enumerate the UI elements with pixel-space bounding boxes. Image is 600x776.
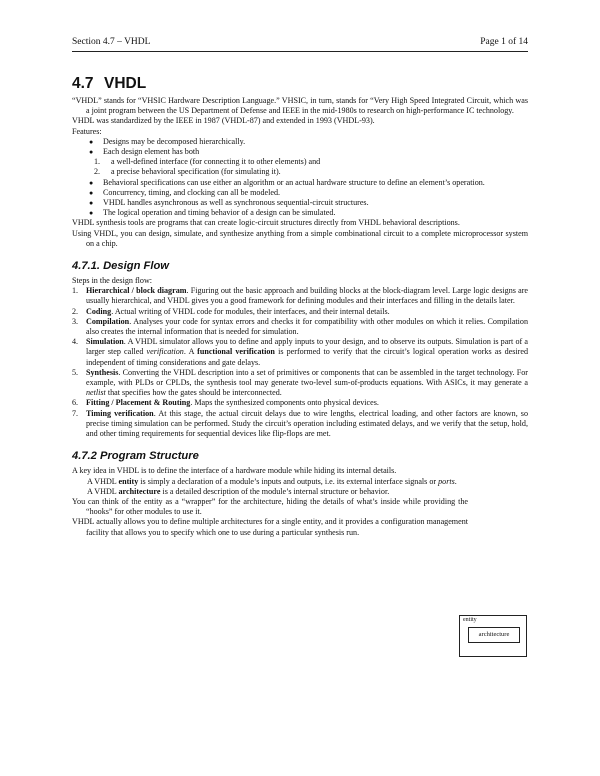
bullet-icon: ● [89,137,94,146]
feature-item: ● Behavioral specifications can use either an algorithm or an actual hardware structure to define an element’s operation. [89,177,485,187]
wrapper-paragraph: You can think of the entity as a “wrapper” for the architecture, hiding the details of what’s inside while providing the “hooks” for other modules to use it. [72,496,468,517]
design-step: 4. Simulation. A VHDL simulator allows you to define and apply inputs to your design, and to observe its outputs. Simulation is part of a larger step called verification. A functional verification is performed to verify that the circuit’s logical operation works as desired independent of timing considerations and gate delays. [72,337,529,367]
section-title: VHDL [104,75,147,92]
bullet-icon: ● [89,148,94,157]
program-structure-intro: A key idea in VHDL is to define the interface of a hardware module while hiding its internal details. [72,466,397,476]
features-label: Features: [72,126,102,136]
program-structure-heading: 4.7.2 Program Structure [72,450,199,463]
bullet-icon: ● [89,209,94,218]
architecture-box: architecture [468,627,520,643]
intro-paragraph: “VHDL” stands for “VHSIC Hardware Description Language.” VHSIC, in turn, stands for “Very High Speed Integrated Circuit, which was a joint program between the US Department of Defense and IEEE in the mid-1980s to research on high-performance IC technology. [72,96,528,116]
feature-item: ● Designs may be decomposed hierarchically. [89,136,246,146]
design-step: 5. Synthesis. Converting the VHDL description into a set of primitives or components that can be assembled in the target technology. For example, with PLDs or CPLDs, the synthesis tool may generate two-level sum-of-products equations. With ASICs, it may generate a netlist that specifies how the gates should be interconnected. [72,367,528,398]
entity-paragraph: A VHDL entity is simply a declaration of a module’s inputs and outputs, i.e. its external interface signals or ports. [87,476,457,486]
subfeature-item: 1. a well-defined interface (for connecting it to other elements) and [94,157,321,167]
feature-item: ● Concurrency, timing, and clocking can all be modeled. [89,187,281,197]
design-flow-intro: Steps in the design flow: [72,276,153,286]
using-paragraph: Using VHDL, you can design, simulate, and synthesize anything from a simple combinational circuit to a complete microprocessor system on a chip. [72,228,528,248]
bullet-icon: ● [89,178,94,187]
bullet-icon: ● [89,199,94,208]
section-number: 4.7 [72,75,94,92]
subfeature-item: 2. a precise behavioral specification (for simulating it). [94,167,281,177]
feature-item: ● The logical operation and timing behavior of a design can be simulated. [89,208,336,218]
design-step: 1. Hierarchical / block diagram. Figuring out the basic approach and building blocks at the block-diagram level. Large logic designs are usually hierarchical, and VHDL gives you a good framework for defining modules and their interfaces and filling in the details later. [72,286,528,306]
synthesis-paragraph: VHDL synthesis tools are programs that can create logic-circuit structures directly from VHDL behavioral descriptions. [72,218,460,228]
section-heading [72,74,528,94]
bullet-icon: ● [89,188,94,197]
architecture-paragraph: A VHDL architecture is a detailed description of the module’s internal structure or behavior. [87,486,390,496]
entity-label: entity [463,617,477,623]
feature-item: ● VHDL handles asynchronous as well as synchronous sequential-circuit structures. [89,198,369,208]
feature-item: ● Each design element has both [89,147,200,157]
page-content [72,74,528,538]
standardized-paragraph: VHDL was standardized by the IEEE in 1987 (VHDL-87) and extended in 1993 (VHDL-93). [72,116,375,126]
design-step: 2. Coding. Actual writing of VHDL code for modules, their interfaces, and their internal details. [72,306,390,316]
design-step: 6. Fitting / Placement & Routing. Maps the synthesized components onto physical devices. [72,398,379,408]
multi-architecture-paragraph: VHDL actually allows you to define multiple architectures for a single entity, and it provides a configuration management facility that allows you to specify which one to use during a particular synthesis run. [72,517,468,537]
design-flow-heading: 4.7.1. Design Flow [72,260,169,273]
design-step: 7. Timing verification. At this stage, the actual circuit delays due to wire lengths, electrical loading, and other factors are known, so precise timing simulation can be performed. Study the circuit’s operation including estimated delays, and we verify that the setup, hold, and other timing requirements for sequential devices like flip-flops are met. [72,408,528,439]
entity-diagram [459,615,527,657]
header-section-label: Section 4.7 – VHDL [72,37,151,47]
header-rule [72,51,528,52]
design-step: 3. Compilation. Analyses your code for syntax errors and checks it for compatibility with other modules on which it relies. Compilation also creates the internal information that is needed for simulation. [72,316,528,337]
header-page-number: Page 1 of 14 [480,37,528,47]
